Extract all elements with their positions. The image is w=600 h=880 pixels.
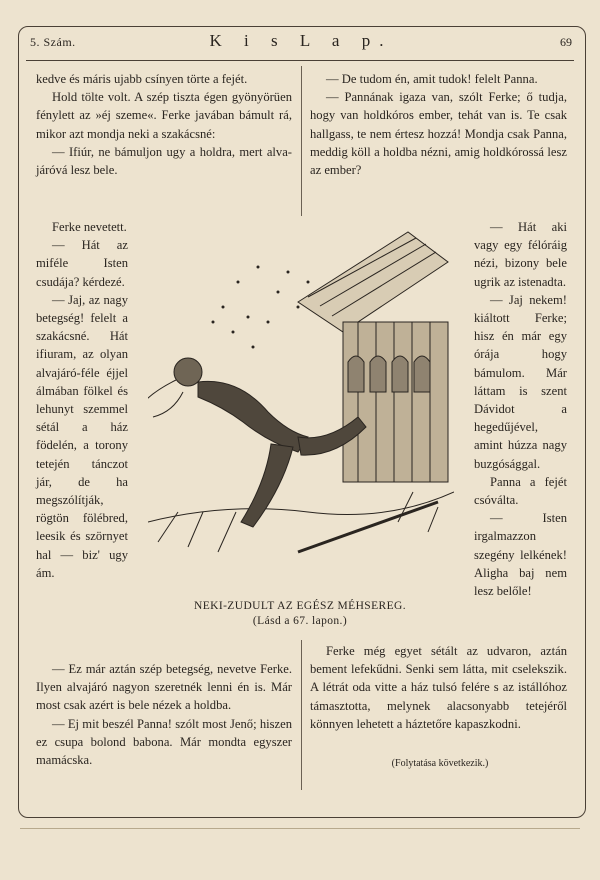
paragraph: Ferke még egyet sétált az udvaron, aztán bement lefekűdni. Senki sem látta, mit cselekszik. A létrát oda vitte a ház tulsó felére s az istállóhoz támasztotta, melynek alacsonyabb tetejéről könnyen lehetett a háztetőre kapaszkodni.	[310, 644, 567, 731]
right-column-bottom	[310, 642, 567, 733]
paragraph: — Jaj nekem! kiáltott Ferke; hisz én már egy órája hogy bámulom. Már láttam is szent Dávidot a hegedűjével, amint húzza nagy buzgósággal.	[474, 292, 567, 471]
issue-number: 5. Szám.	[30, 35, 76, 49]
left-narrow-column	[36, 218, 128, 582]
right-narrow-column	[474, 218, 567, 600]
engraving-illustration	[148, 222, 454, 598]
page-header	[30, 33, 572, 55]
illustration-caption-ref: (Lásd a 67. lapon.)	[252, 615, 348, 627]
paragraph: Ferke nevetett.	[52, 220, 127, 234]
column-divider-bottom	[301, 640, 302, 790]
header-rule	[26, 60, 574, 61]
paragraph: — Ej mit beszél Panna! szólt most Jenő; hiszen ez csupa bolond babona. Már mondta egyszer mamácska.	[36, 716, 292, 768]
left-column-bottom	[36, 660, 292, 769]
paragraph: — Hát aki vagy egy félóráig nézi, bizony bele ugrik az istenadta.	[474, 220, 567, 289]
paragraph: — Jaj, az nagy betegség! felelt a szakácsné. Hát ifiuram, az olyan alvajáró-féle éjjel álmában fölkel és lehunyt szemmel sétál a ház födelén, a torony tetején tánczot jár, de ha megszólítják, rögtön fölébred, leesik és szörnyet hal — biz' ugy ám.	[36, 292, 128, 580]
left-column-top	[36, 70, 292, 179]
paragraph: — Ez már aztán szép betegség, nevetve Ferke. Ilyen alvajáró nagyon szeretnék lenni én is. Már most csak azért is bele nézek a holdba.	[36, 662, 292, 713]
paragraph: — Pannának igaza van, szólt Ferke; ő tudja, hogy van holdkóros ember, tehát van is. Te csak hallgass, te nem értesz hozzá! Mondja csak Panna, meddig köll a holdba nézni, amig holdkórossá lesz az ember?	[310, 90, 567, 178]
continuation-note: (Folytatása következik.)	[391, 758, 489, 769]
paragraph: — Hát az miféle Isten csudája? kérdezé.	[36, 238, 128, 289]
right-column-top	[310, 70, 567, 179]
page-bottom-line	[20, 828, 580, 829]
paragraph: kedve és máris ujabb csínyen törte a fejét.	[36, 72, 248, 86]
page-number: 69	[560, 35, 572, 49]
illustration-caption: NEKI-ZUDULT AZ EGÉSZ MÉHSEREG.	[194, 600, 406, 612]
paragraph: — Isten irgalmazzon szegény lelkének! Aligha baj nem lesz belőle!	[474, 511, 567, 599]
paragraph: — De tudom én, amit tudok! felelt Panna.	[326, 72, 538, 86]
paragraph: Hold tölte volt. A szép tiszta égen gyönyörüen fénylett az »éj szeme«. Ferke javában bámult rá, mikor azt mondja neki a szakácsné:	[36, 90, 292, 141]
magazine-title: K i s L a p.	[209, 31, 393, 50]
paragraph: — Ifiúr, ne bámuljon ugy a holdra, mert alva-járóvá lesz bele.	[36, 144, 292, 178]
paragraph: Panna a fejét csóválta.	[474, 474, 567, 508]
column-divider-top	[301, 66, 302, 216]
